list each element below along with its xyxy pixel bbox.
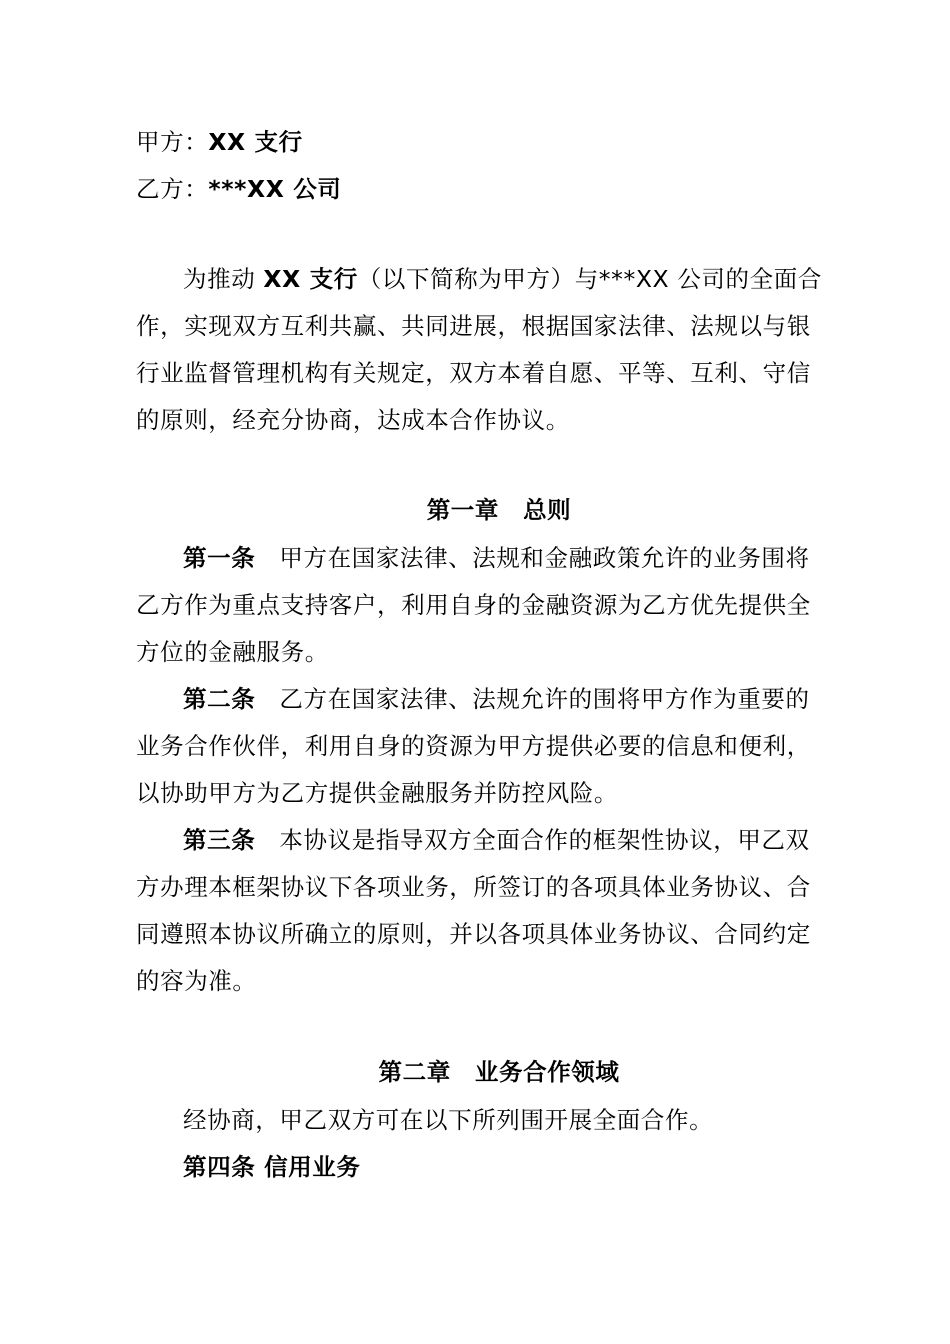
party-a-label: 甲方：: [136, 128, 209, 156]
party-b-line: [136, 174, 826, 204]
article-3-label: 第三条: [183, 826, 256, 854]
preamble-line-4: 的原则，经充分协商，达成本合作协议。: [136, 406, 570, 434]
article-4-title: 信用业务: [264, 1153, 361, 1181]
article-3-line-1: [183, 825, 873, 855]
article-2-line-2: 业务合作伙伴，利用自身的资源为甲方提供必要的信息和便利，: [136, 732, 811, 760]
article-2-text: 乙方在国家法律、法规允许的围将甲方作为重要的: [279, 685, 810, 713]
preamble-line-3: 行业监督管理机构有关规定，双方本着自愿、平等、互利、守信: [136, 359, 811, 387]
party-b-label: 乙方：: [136, 175, 209, 203]
party-b-name: ***XX 公司: [208, 175, 342, 203]
chapter-2-title: 第二章 业务合作领域: [378, 1058, 620, 1086]
article-4-heading: [183, 1152, 873, 1182]
article-1-line-1: [183, 543, 873, 573]
preamble-bank-name: XX 支行: [263, 265, 358, 293]
chapter-1-title: 第一章 总则: [426, 496, 572, 524]
article-2-label: 第二条: [183, 685, 256, 713]
preamble-line-2: 作，实现双方互利共赢、共同进展，根据国家法律、法规以与银: [136, 312, 811, 340]
preamble-text: 为推动: [183, 265, 264, 293]
preamble-line-1: [183, 264, 873, 294]
party-a-line: [136, 127, 826, 157]
article-1-line-2: 乙方作为重点支持客户，利用自身的金融资源为乙方优先提供全: [136, 591, 811, 619]
article-2-line-3: 以协助甲方为乙方提供金融服务并防控风险。: [136, 779, 618, 807]
preamble-text: （以下简称为甲方）与***XX 公司的全面合: [357, 265, 822, 293]
article-4-label: 第四条: [183, 1153, 256, 1181]
article-1-line-3: 方位的金融服务。: [136, 638, 329, 666]
article-1-text: 甲方在国家法律、法规和金融政策允许的业务围将: [279, 544, 810, 572]
article-3-text: 本协议是指导双方全面合作的框架性协议，甲乙双: [279, 826, 810, 854]
article-3-line-3: 同遵照本协议所确立的原则，并以各项具体业务协议、合同约定: [136, 920, 811, 948]
chapter-2-intro: 经协商，甲乙双方可在以下所列围开展全面合作。: [183, 1106, 714, 1134]
article-1-label: 第一条: [183, 544, 256, 572]
party-a-name: XX 支行: [208, 128, 303, 156]
article-3-line-4: 的容为准。: [136, 967, 257, 995]
article-2-line-1: [183, 684, 873, 714]
article-3-line-2: 方办理本框架协议下各项业务，所签订的各项具体业务协议、合: [136, 873, 811, 901]
